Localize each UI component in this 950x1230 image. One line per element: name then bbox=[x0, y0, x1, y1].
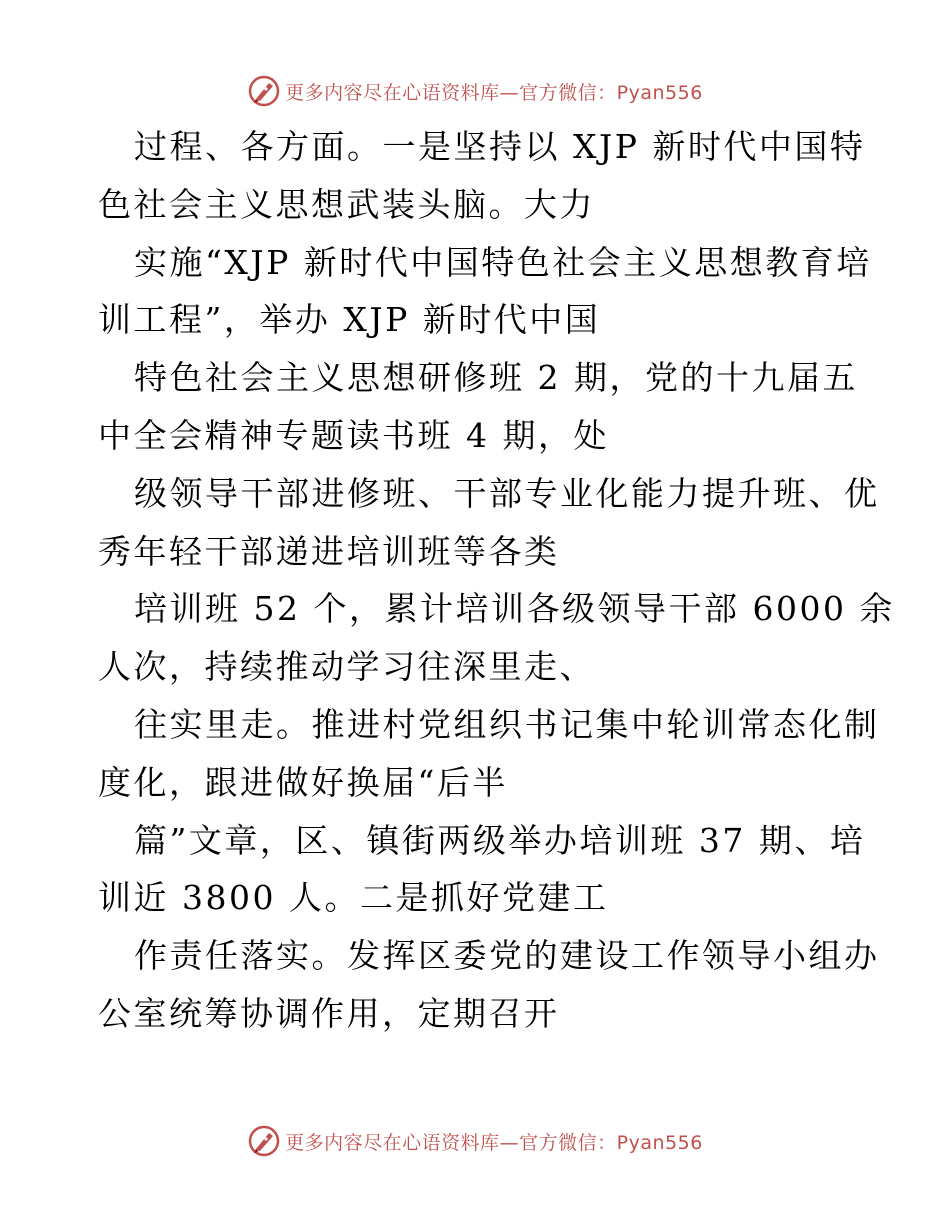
text-line: 秀年轻干部递进培训班等各类 bbox=[98, 531, 560, 571]
text-line: 作责任落实。发挥区委党的建设工作领导小组办 bbox=[134, 936, 880, 976]
document-body bbox=[98, 118, 895, 1043]
text-line: 培训班 52 个，累计培训各级领导干部 6000 余 bbox=[134, 589, 895, 629]
text-line: 级领导干部进修班、干部专业化能力提升班、优 bbox=[134, 473, 880, 513]
text-line: 训工程”，举办 XJP 新时代中国 bbox=[98, 300, 601, 340]
footer-watermark bbox=[0, 1121, 950, 1161]
text-line: 公室统筹协调作用，定期召开 bbox=[98, 993, 560, 1033]
watermark-text: 更多内容尽在心语资料库—官方微信：Pyan556 bbox=[285, 81, 703, 104]
text-line: 往实里走。推进村党组织书记集中轮训常态化制 bbox=[134, 704, 880, 744]
text-line: 中全会精神专题读书班 4 期，处 bbox=[98, 415, 609, 455]
text-line: 度化，跟进做好换届“后半 bbox=[98, 762, 508, 802]
text-line: 色社会主义思想武装头脑。大力 bbox=[98, 184, 595, 224]
text-line: 训近 3800 人。二是抓好党建工 bbox=[98, 878, 609, 918]
text-line: 特色社会主义思想研修班 2 期，党的十九届五 bbox=[134, 358, 858, 398]
text-line: 人次，持续推动学习往深里走、 bbox=[98, 647, 595, 687]
watermark-text: 更多内容尽在心语资料库—官方微信：Pyan556 bbox=[285, 1131, 703, 1154]
text-line: 实施“XJP 新时代中国特色社会主义思想教育培 bbox=[134, 242, 872, 282]
header-watermark bbox=[0, 71, 950, 111]
text-line: 过程、各方面。一是坚持以 XJP 新时代中国特 bbox=[134, 127, 866, 166]
text-line: 篇”文章，区、镇街两级举办培训班 37 期、培 bbox=[134, 820, 866, 860]
pen-nib-logo-icon bbox=[247, 1124, 281, 1158]
pen-nib-logo-icon bbox=[247, 74, 281, 108]
